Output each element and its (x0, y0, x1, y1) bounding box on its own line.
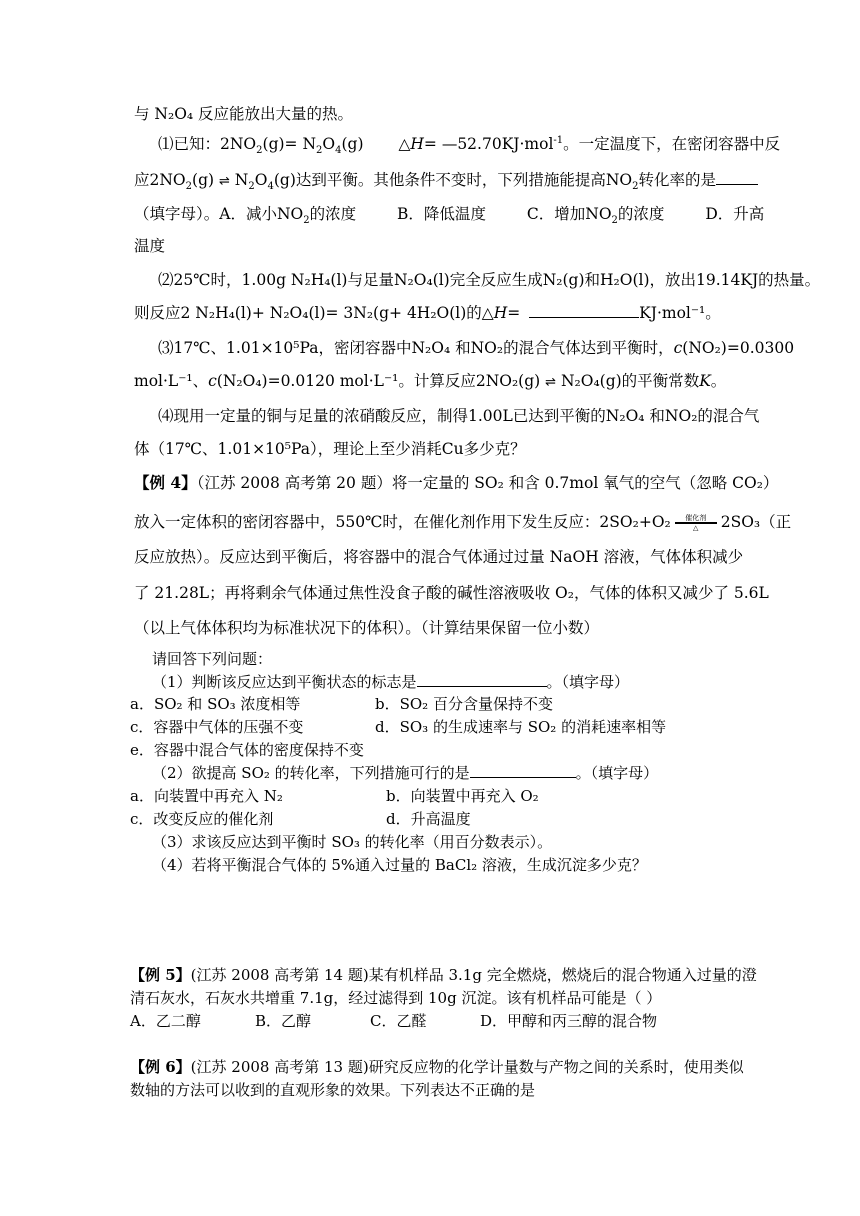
text-span: 应2NO (134, 171, 186, 189)
text-span: c (208, 372, 217, 390)
text-line (134, 204, 765, 227)
text-span: （江苏 2008 高考第 20 题）将一定量的 SO₂ 和含 0.7mol 氧气的空气（忽略 CO₂） (196, 474, 779, 492)
example-label: 【例 4】 (134, 473, 197, 492)
text-line: 与 N₂O₄ 反应能放出大量的热。 (134, 105, 354, 123)
text-span: N₂O₄(g)的平衡常数 (556, 372, 700, 390)
option: C．乙醛 (370, 1012, 427, 1030)
option: a．SO₂ 和 SO₃ 浓度相等 (130, 695, 301, 713)
answer-blank (716, 170, 758, 185)
text-line: 数轴的方法可以收到的直观形象的效果。下列表达不正确的是 (130, 1081, 536, 1099)
text-span: ⑴已知：2NO (158, 135, 257, 153)
subscript: 2 (303, 215, 310, 227)
option: a．向装置中再充入 N₂ (130, 787, 283, 805)
subscript: 2 (632, 181, 639, 193)
text-line: ⑵25℃时，1.00g N₂H₄(l)与足量N₂O₄(l)完全反应生成N₂(g)和H₂O(l)，放出19.14KJ的热量。 (158, 271, 821, 289)
text-span: O (254, 171, 268, 189)
delta-h: △H= (398, 135, 437, 153)
example-label: 【例 5】 (130, 966, 191, 984)
text-line (152, 672, 629, 692)
text-line: 请回答下列问题： (152, 650, 273, 668)
text-line (370, 1011, 426, 1031)
subscript: 4 (267, 181, 274, 193)
text-span: 。（填字母） (546, 673, 630, 691)
option: b．向装置中再充入 O₂ (386, 787, 539, 805)
subscript: 4 (335, 145, 342, 157)
text-span: N (229, 171, 249, 189)
text-line (134, 371, 726, 393)
text-line (158, 134, 781, 157)
subscript: 2 (611, 215, 618, 227)
text-span: 。一定温度下，在密闭容器中反 (563, 135, 781, 153)
text-span: (g) (341, 135, 364, 153)
superscript: -1 (553, 134, 564, 146)
catalyst-label: 催化剂 (685, 514, 707, 522)
text-line: e．容器中混合气体的密度保持不变 (130, 741, 364, 759)
text-span: K (699, 372, 711, 390)
option: D．甲醇和丙三醇的混合物 (480, 1012, 658, 1030)
text-line: （4）若将平衡混合气体的 5%通入过量的 BaCl₂ 溶液，生成沉淀多少克？ (152, 856, 647, 874)
text-span: (江苏 2008 高考第 13 题)研究反应物的化学计量数与产物之间的关系时，使用类似 (190, 1058, 744, 1076)
text-span: 2SO₃（正 (720, 513, 792, 531)
text-line (130, 786, 283, 806)
text-span: —52.70KJ·mol (436, 135, 554, 153)
text-span: mol·L⁻¹、 (134, 372, 209, 390)
text-line (130, 694, 300, 714)
answer-blank (417, 672, 547, 687)
text-span: （填字母）。A．减小NO (134, 205, 304, 223)
text-line: 清石灰水，石灰水共增重 7.1g，经过滤得到 10g 沉淀。该有机样品可能是（ ） (130, 989, 662, 1007)
text-span: KJ·mol⁻¹。 (639, 304, 721, 322)
equilibrium-arrow-icon: ⇌ (545, 375, 557, 390)
subscript: 2 (185, 181, 193, 193)
option: d．SO₃ 的生成速率与 SO₂ 的消耗速率相等 (375, 718, 667, 736)
subscript: 2 (248, 181, 255, 193)
option: d．升高温度 (386, 810, 471, 828)
heat-label: △ (693, 524, 699, 532)
text-span: (g)达到平衡。其他条件不变时，下列措施能提高NO (273, 171, 633, 189)
text-span: 的浓度 (617, 205, 665, 223)
text-span: 。 (710, 372, 727, 390)
text-line: 反应放热）。反应达到平衡后，将容器中的混合气体通过过量 NaOH 溶液，气体体积减少 (134, 548, 744, 566)
answer-blank (470, 763, 576, 778)
text-line: 温度 (134, 237, 166, 255)
text-line (158, 338, 794, 358)
text-line (130, 1011, 201, 1031)
text-line (130, 965, 757, 985)
text-line (134, 303, 721, 323)
text-span: （1）判断该反应达到平衡状态的标志是 (152, 673, 417, 691)
text-span: ⑶17℃、1.01×10⁵Pa，密闭容器中N₂O₄ 和NO₂的混合气体达到平衡时， (158, 339, 674, 357)
text-span: 转化率的是 (638, 171, 717, 189)
text-line: ⑷现用一定量的铜与足量的浓硝酸反应，制得1.00L已达到平衡的N₂O₄ 和NO₂的混合气 (158, 407, 760, 425)
text-span: c (673, 339, 683, 357)
text-line: （以上气体体积均为标准状况下的体积）。（计算结果保留一位小数） (134, 619, 600, 637)
text-line (480, 1011, 657, 1031)
text-line (134, 512, 791, 532)
answer-blank (529, 303, 639, 318)
text-line (130, 1057, 744, 1077)
text-span: 的浓度 (309, 205, 357, 223)
example-label: 【例 6】 (130, 1058, 191, 1076)
catalyst-arrow-icon (675, 514, 717, 532)
text-span: (N₂O₄)=0.0120 mol·L⁻¹。计算反应2NO₂(g) (216, 372, 546, 390)
text-line: 了 21.28L；再将剩余气体通过焦性没食子酸的碱性溶液吸收 O₂，气体的体积又减少了 5.6L (134, 584, 769, 602)
text-line (130, 717, 303, 737)
text-line: 体（17℃、1.01×10⁵Pa），理论上至少消耗Cu多少克？ (134, 440, 526, 458)
subscript: 2 (256, 145, 263, 157)
text-span: O (322, 135, 336, 153)
text-line (375, 717, 666, 737)
option: A．乙二醇 (130, 1012, 201, 1030)
text-line (152, 763, 658, 783)
option: c．容器中气体的压强不变 (130, 718, 304, 736)
option: b．SO₂ 百分含量保持不变 (375, 695, 553, 713)
text-line (386, 809, 471, 829)
option: B．降低温度 (397, 205, 486, 223)
subscript: 2 (316, 145, 323, 157)
text-span: （2）欲提高 SO₂ 的转化率，下列措施可行的是 (152, 764, 470, 782)
text-line (134, 473, 778, 493)
text-span: (NO₂)=0.0300 (682, 339, 795, 357)
text-line (130, 809, 273, 829)
text-span: (g) (192, 171, 219, 189)
option: C．增加NO (526, 205, 612, 223)
delta-h: △H= (481, 304, 521, 322)
text-span: (g)= N (262, 135, 317, 153)
text-span: 放入一定体积的密闭容器中，550℃时，在催化剂作用下发生反应：2SO₂+O₂ (134, 513, 671, 531)
equilibrium-arrow-icon: ⇌ (218, 174, 230, 189)
text-line (375, 694, 553, 714)
option: D．升高 (705, 205, 765, 223)
text-line (134, 170, 758, 192)
text-line: （3）求该反应达到平衡时 SO₃ 的转化率（用百分数表示）。 (152, 833, 553, 851)
text-line (255, 1011, 311, 1031)
text-span: 则反应2 N₂H₄(l)+ N₂O₄(l)= 3N₂(g+ 4H₂O(l)的 (134, 304, 482, 322)
option: c．改变反应的催化剂 (130, 810, 274, 828)
option: B．乙醇 (255, 1012, 312, 1030)
text-span: 。（填字母） (575, 764, 659, 782)
text-span: (江苏 2008 高考第 14 题)某有机样品 3.1g 完全燃烧，燃烧后的混合物通入过量的澄 (190, 966, 757, 984)
text-line (386, 786, 539, 806)
